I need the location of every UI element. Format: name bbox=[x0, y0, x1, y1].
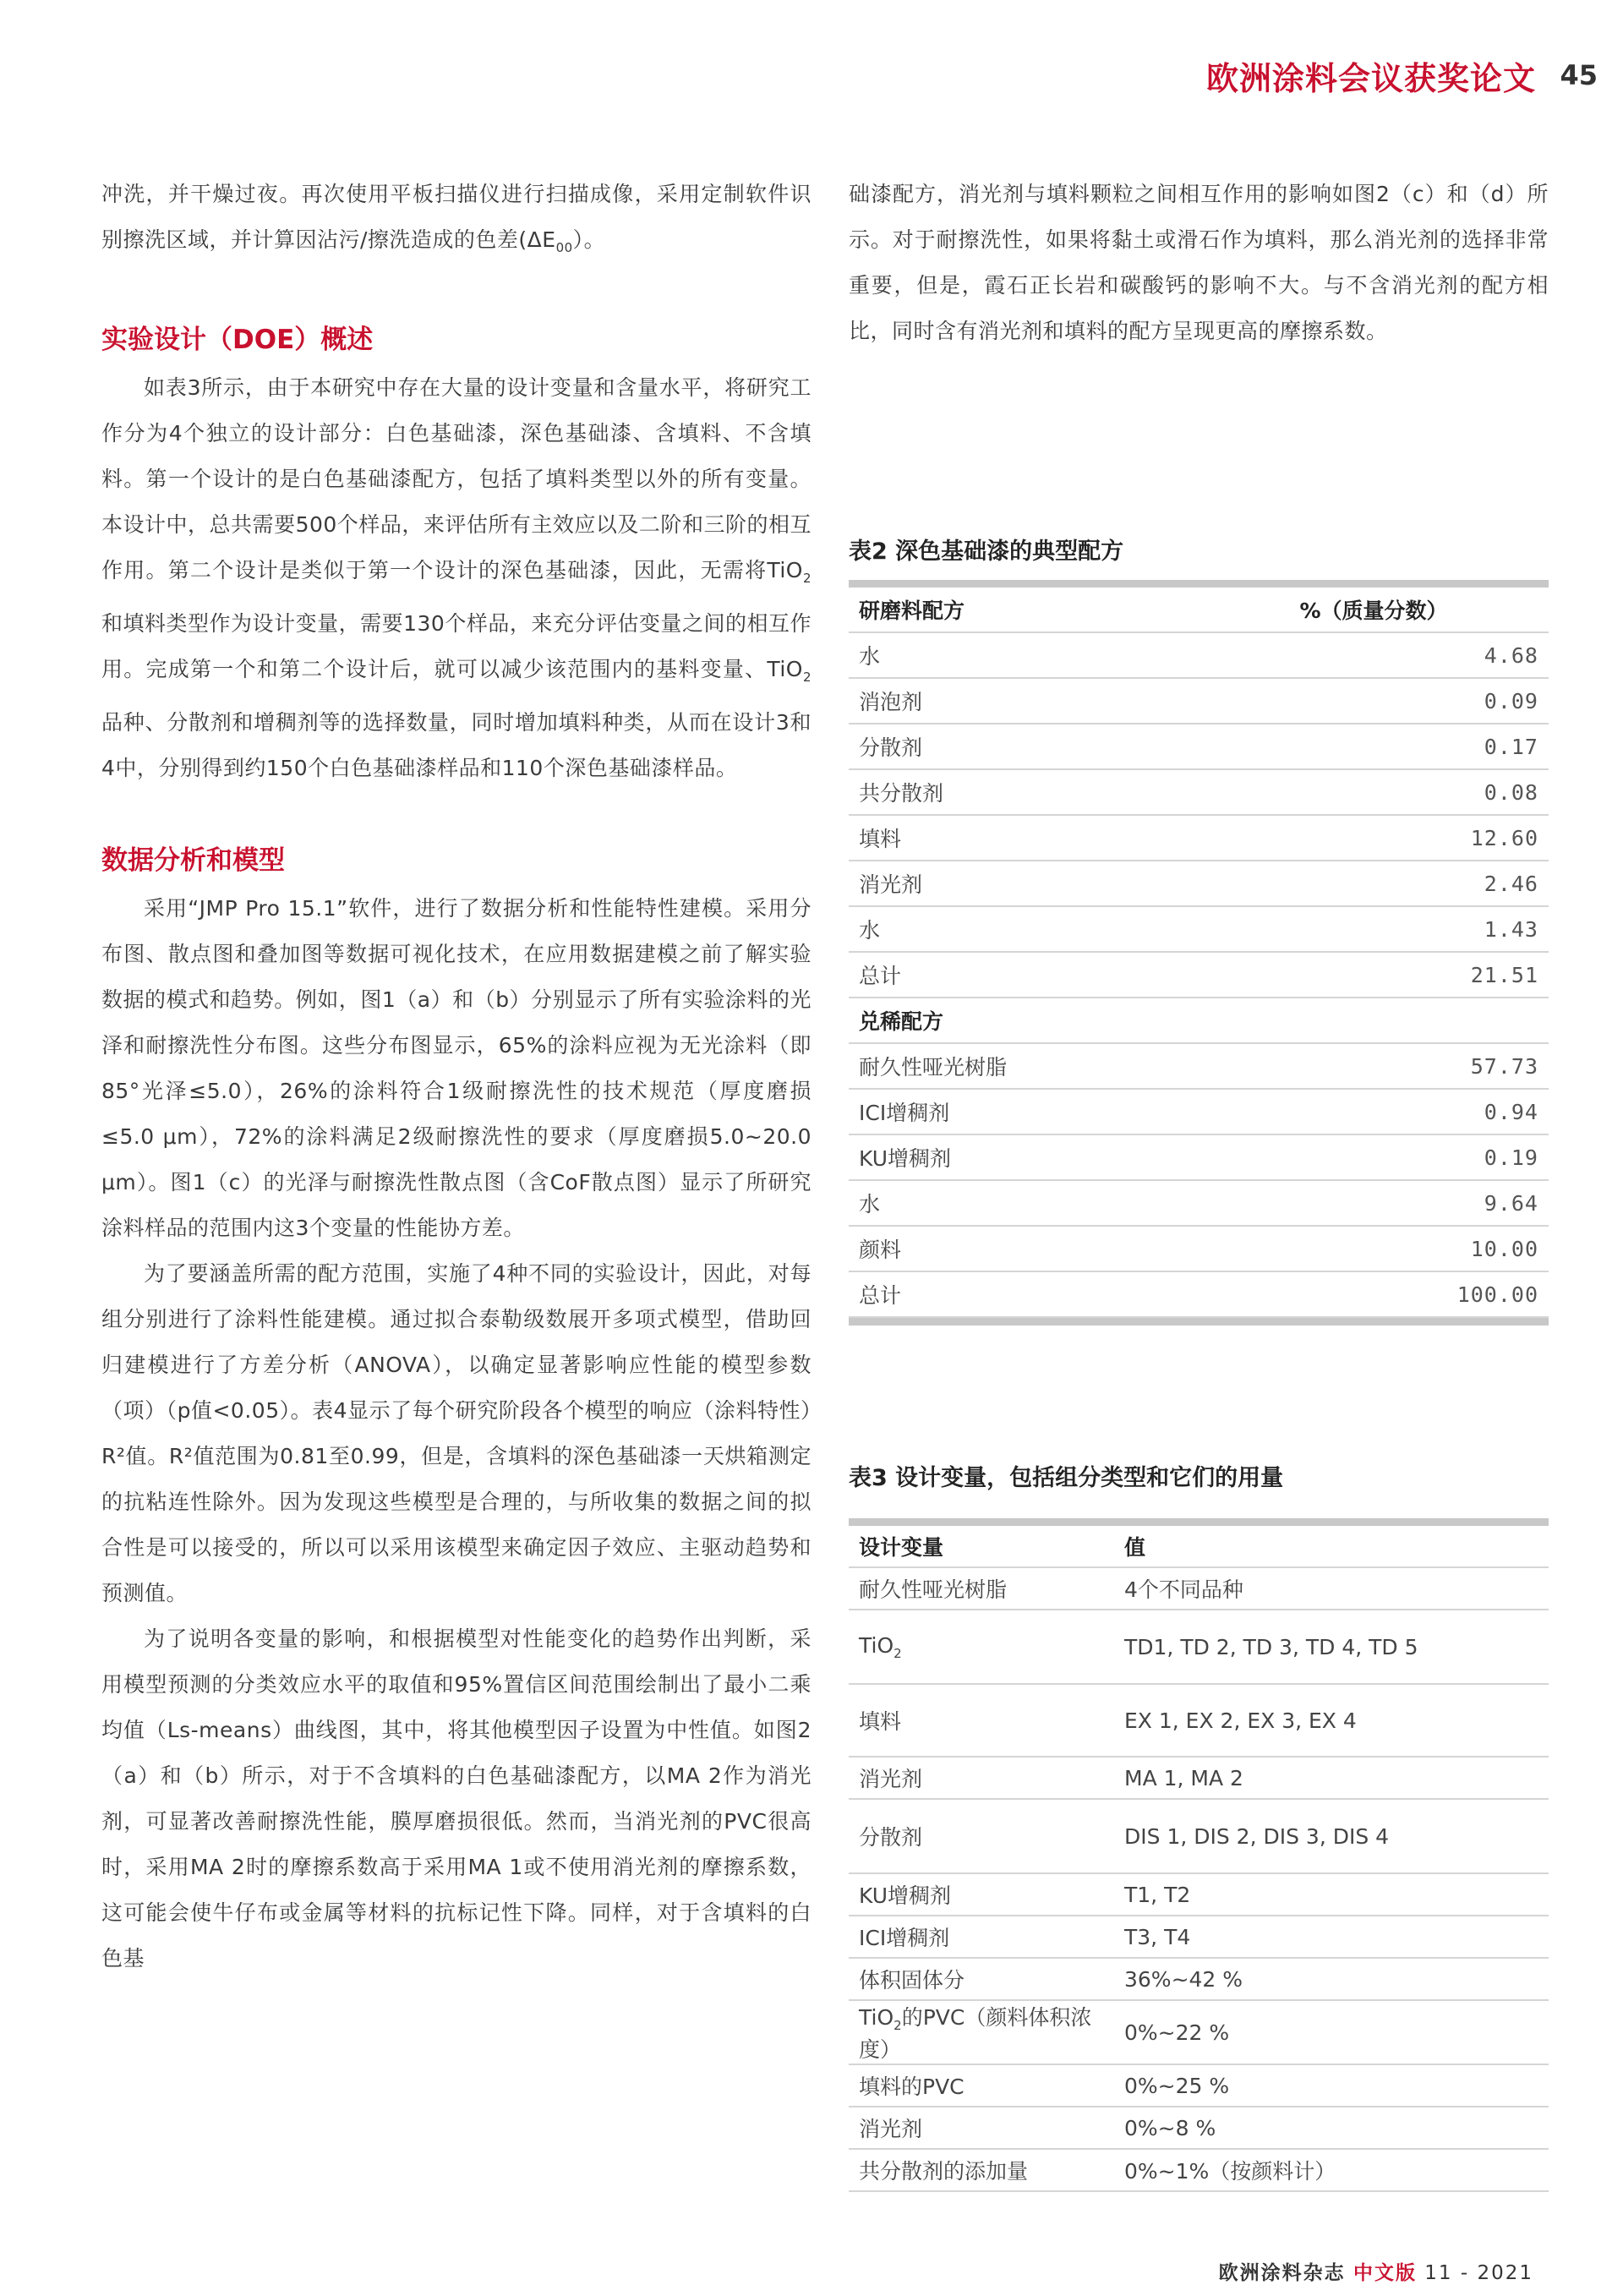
paragraph-doe: 如表3所示，由于本研究中存在大量的设计变量和含量水平，将研究工作分为4个独立的设计部分：白色基础漆，深色基础漆、含填料、不含填料。第一个设计的是白色基础漆配方，包括了填料类型以外的所有变量。本设计中，总共需要500个样品，来评估所有主效应以及二阶和三阶的相互作用。第二个设计是类似于第一个设计的深色基础漆，因此，无需将TiO$_2$和填料类型作为设计变量，需要130个样品，来充分评估变量之间的相互作用。完成第一个和第二个设计后，就可以减少该范围内的基料变量、TiO$_2$品种、分散剂和增稠剂等的选择数量，同时增加填料种类，从而在设计3和4中，分别得到约150个白色基础漆样品和110个深色基础漆样品。 bbox=[101, 375, 812, 780]
table2-letdown-cell-value: 100.00 bbox=[1199, 1271, 1549, 1317]
table2-grind-cell-value: 21.51 bbox=[1199, 952, 1549, 998]
paragraph-data-analysis-2: 为了要涵盖所需的配方范围，实施了4种不同的实验设计，因此，对每组分别进行了涂料性能建模。通过拟合泰勒级数展开多项式模型，借助回归建模进行了方差分析（ANOVA），以确定显著影响应性能的模型参数（项）（p值<0.05）。表4显示了每个研究阶段各个模型的响应（涂料特性）R²值。R²值范围为0.81至0.99，但是，含填料的深色基础漆一天烘箱测定的抗粘连性除外。因为发现这些模型是合理的，与所收集的数据之间的拟合性是可以接受的，所以可以采用该模型来确定因子效应、主驱动趋势和预测值。 bbox=[101, 1261, 812, 1605]
table3-header-row bbox=[849, 1526, 1549, 1567]
table3-row bbox=[849, 1873, 1549, 1916]
left-column bbox=[101, 172, 812, 1982]
table2-grind-row bbox=[849, 906, 1549, 952]
table2-letdown-cell-value: 0.19 bbox=[1199, 1134, 1549, 1180]
table2-letdown-row bbox=[849, 1089, 1549, 1134]
table2-letdown-cell-name: 水 bbox=[849, 1180, 1199, 1226]
table2-title: 表2 深色基础漆的典型配方 bbox=[849, 538, 1124, 565]
table3-cell-value: 0%~25 % bbox=[1114, 2064, 1549, 2107]
table3-cell-name: KU增稠剂 bbox=[849, 1873, 1114, 1916]
section-title-data-analysis: 数据分析和模型 bbox=[101, 845, 285, 876]
right-column bbox=[849, 172, 1549, 354]
table2-letdown-cell-name: 耐久性哑光树脂 bbox=[849, 1043, 1199, 1089]
table3-row bbox=[849, 1958, 1549, 2000]
table3-cell-value: 0%~22 % bbox=[1114, 2000, 1549, 2064]
table3-header-left: 设计变量 bbox=[849, 1526, 1114, 1567]
table2-grind-cell-name: 消泡剂 bbox=[849, 678, 1199, 724]
table3-row bbox=[849, 2149, 1549, 2191]
table3-cell-value: 36%~42 % bbox=[1114, 1958, 1549, 2000]
table2-grind-cell-name: 共分散剂 bbox=[849, 769, 1199, 815]
table3-cell-value: T1, T2 bbox=[1114, 1873, 1549, 1916]
table2-header-row bbox=[849, 588, 1549, 632]
table3-row bbox=[849, 2064, 1549, 2107]
table2-letdown-cell-value: 9.64 bbox=[1199, 1180, 1549, 1226]
table3-cell-value: 0%~1%（按颜料计） bbox=[1114, 2149, 1549, 2191]
table2-grind-cell-value: 2.46 bbox=[1199, 861, 1549, 906]
table2-grind-row bbox=[849, 632, 1549, 678]
table2-letdown-header: 兑稀配方 bbox=[849, 998, 1549, 1043]
table2-grind-row bbox=[849, 678, 1549, 724]
table3 bbox=[849, 1518, 1549, 2192]
table2-letdown-cell-value: 57.73 bbox=[1199, 1043, 1549, 1089]
table2-grind-cell-value: 1.43 bbox=[1199, 906, 1549, 952]
footer-issue: 11 - 2021 bbox=[1424, 2262, 1533, 2284]
table3-row bbox=[849, 2000, 1549, 2064]
table3-cell-name: TiO$_2$的PVC（颜料体积浓度） bbox=[849, 2000, 1114, 2064]
running-header-title: 欧洲涂料会议获奖论文 bbox=[1205, 60, 1536, 97]
table2-grind-cell-value: 0.08 bbox=[1199, 769, 1549, 815]
table2-grind-row bbox=[849, 769, 1549, 815]
table2-letdown-cell-name: KU增稠剂 bbox=[849, 1134, 1199, 1180]
table3-row bbox=[849, 1799, 1549, 1873]
table3-cell-name: 分散剂 bbox=[849, 1799, 1114, 1873]
table3-row bbox=[849, 1610, 1549, 1684]
table2-letdown-row bbox=[849, 1043, 1549, 1089]
table2 bbox=[849, 580, 1549, 1326]
paragraph-right-continued: 础漆配方，消光剂与填料颗粒之间相互作用的影响如图2（c）和（d）所示。对于耐擦洗性，如果将黏土或滑石作为填料，那么消光剂的选择非常重要，但是，霞石正长岩和碳酸钙的影响不大。与不含消光剂的配方相比，同时含有消光剂和填料的配方呈现更高的摩擦系数。 bbox=[849, 182, 1549, 343]
footer-magazine: 欧洲涂料杂志 bbox=[1218, 2262, 1346, 2284]
table2-grind-row bbox=[849, 861, 1549, 906]
table3-cell-value: EX 1, EX 2, EX 3, EX 4 bbox=[1114, 1684, 1549, 1757]
table3-cell-name: 填料 bbox=[849, 1684, 1114, 1757]
table3-cell-name: 共分散剂的添加量 bbox=[849, 2149, 1114, 2191]
table3-cell-value: MA 1, MA 2 bbox=[1114, 1757, 1549, 1799]
table2-header-left: 研磨料配方 bbox=[849, 588, 1199, 632]
table2-letdown-cell-name: ICI增稠剂 bbox=[849, 1089, 1199, 1134]
table2-grind-cell-value: 0.09 bbox=[1199, 678, 1549, 724]
table2-letdown-cell-name: 颜料 bbox=[849, 1226, 1199, 1271]
table3-cell-name: TiO$_2$ bbox=[849, 1610, 1114, 1684]
footer-edition: 中文版 bbox=[1352, 2262, 1417, 2284]
table2-grind-cell-name: 分散剂 bbox=[849, 724, 1199, 769]
table2-letdown-row bbox=[849, 1271, 1549, 1317]
table2-grind-cell-value: 12.60 bbox=[1199, 815, 1549, 861]
table3-row bbox=[849, 1916, 1549, 1958]
table3-row bbox=[849, 2107, 1549, 2149]
table3-cell-name: ICI增稠剂 bbox=[849, 1916, 1114, 1958]
paragraph-data-analysis-3: 为了说明各变量的影响，和根据模型对性能变化的趋势作出判断，采用模型预测的分类效应水平的取值和95%置信区间范围绘制出了最小二乘均值（Ls-means）曲线图，其中，将其他模型因子设置为中性值。如图2（a）和（b）所示，对于不含填料的白色基础漆配方，以MA 2作为消光剂，可显著改善耐擦洗性能，膜厚磨损很低。然而，当消光剂的PVC很高时，采用MA 2时的摩擦系数高于采用MA 1或不使用消光剂的摩擦系数，这可能会使牛仔布或金属等材料的抗标记性下降。同样，对于含填料的白色基 bbox=[101, 1626, 812, 1971]
table2-grind-row bbox=[849, 815, 1549, 861]
table3-cell-name: 填料的PVC bbox=[849, 2064, 1114, 2107]
table2-grind-cell-value: 4.68 bbox=[1199, 632, 1549, 678]
table2-grind-row bbox=[849, 724, 1549, 769]
table2-letdown-row bbox=[849, 1180, 1549, 1226]
table3-row bbox=[849, 1567, 1549, 1610]
table2-letdown-cell-value: 0.94 bbox=[1199, 1089, 1549, 1134]
table3-cell-name: 耐久性哑光树脂 bbox=[849, 1567, 1114, 1610]
table2-letdown-row bbox=[849, 1134, 1549, 1180]
table2-grind-cell-name: 填料 bbox=[849, 815, 1199, 861]
table2-grind-cell-name: 消光剂 bbox=[849, 861, 1199, 906]
table3-cell-name: 消光剂 bbox=[849, 1757, 1114, 1799]
table3-cell-name: 体积固体分 bbox=[849, 1958, 1114, 2000]
table2-grind-cell-value: 0.17 bbox=[1199, 724, 1549, 769]
table2-letdown-cell-name: 总计 bbox=[849, 1271, 1199, 1317]
section-title-doe: 实验设计（DOE）概述 bbox=[101, 325, 374, 355]
page-number: 45 bbox=[1560, 59, 1598, 91]
footer bbox=[1219, 2257, 1533, 2285]
table3-cell-name: 消光剂 bbox=[849, 2107, 1114, 2149]
table2-grind-cell-name: 水 bbox=[849, 906, 1199, 952]
table3-cell-value: T3, T4 bbox=[1114, 1916, 1549, 1958]
paragraph-continued: 冲洗，并干燥过夜。再次使用平板扫描仪进行扫描成像，采用定制软件识别擦洗区域，并计算因沾污/擦洗造成的色差$(\Delta E_{00})$。 bbox=[101, 182, 812, 255]
table3-header-right: 值 bbox=[1114, 1526, 1549, 1567]
table2-grind-cell-name: 总计 bbox=[849, 952, 1199, 998]
table2-grind-cell-name: 水 bbox=[849, 632, 1199, 678]
table2-letdown-row bbox=[849, 1226, 1549, 1271]
paragraph-data-analysis-1: 采用“JMP Pro 15.1”软件，进行了数据分析和性能特性建模。采用分布图、散点图和叠加图等数据可视化技术，在应用数据建模之前了解实验数据的模式和趋势。例如，图1（a）和（b）分别显示了所有实验涂料的光泽和耐擦洗性分布图。这些分布图显示，65%的涂料应视为无光涂料（即85°光泽≤5.0），26%的涂料符合1级耐擦洗性的技术规范（厚度磨损≤5.0 μm），72%的涂料满足2级耐擦洗性的要求（厚度磨损5.0~20.0 μm）。图1（c）的光泽与耐擦洗性散点图（含CoF散点图）显示了所研究涂料样品的范围内这3个变量的性能协方差。 bbox=[101, 896, 812, 1240]
table3-cell-value: TD1, TD 2, TD 3, TD 4, TD 5 bbox=[1114, 1610, 1549, 1684]
table3-cell-value: DIS 1, DIS 2, DIS 3, DIS 4 bbox=[1114, 1799, 1549, 1873]
table2-letdown-cell-value: 10.00 bbox=[1199, 1226, 1549, 1271]
table2-grind-row bbox=[849, 952, 1549, 998]
table3-cell-value: 4个不同品种 bbox=[1114, 1567, 1549, 1610]
table2-header-right: %（质量分数） bbox=[1199, 588, 1549, 632]
table3-cell-value: 0%~8 % bbox=[1114, 2107, 1549, 2149]
table3-row bbox=[849, 1684, 1549, 1757]
table3-row bbox=[849, 1757, 1549, 1799]
table3-title: 表3 设计变量，包括组分类型和它们的用量 bbox=[849, 1465, 1284, 1491]
